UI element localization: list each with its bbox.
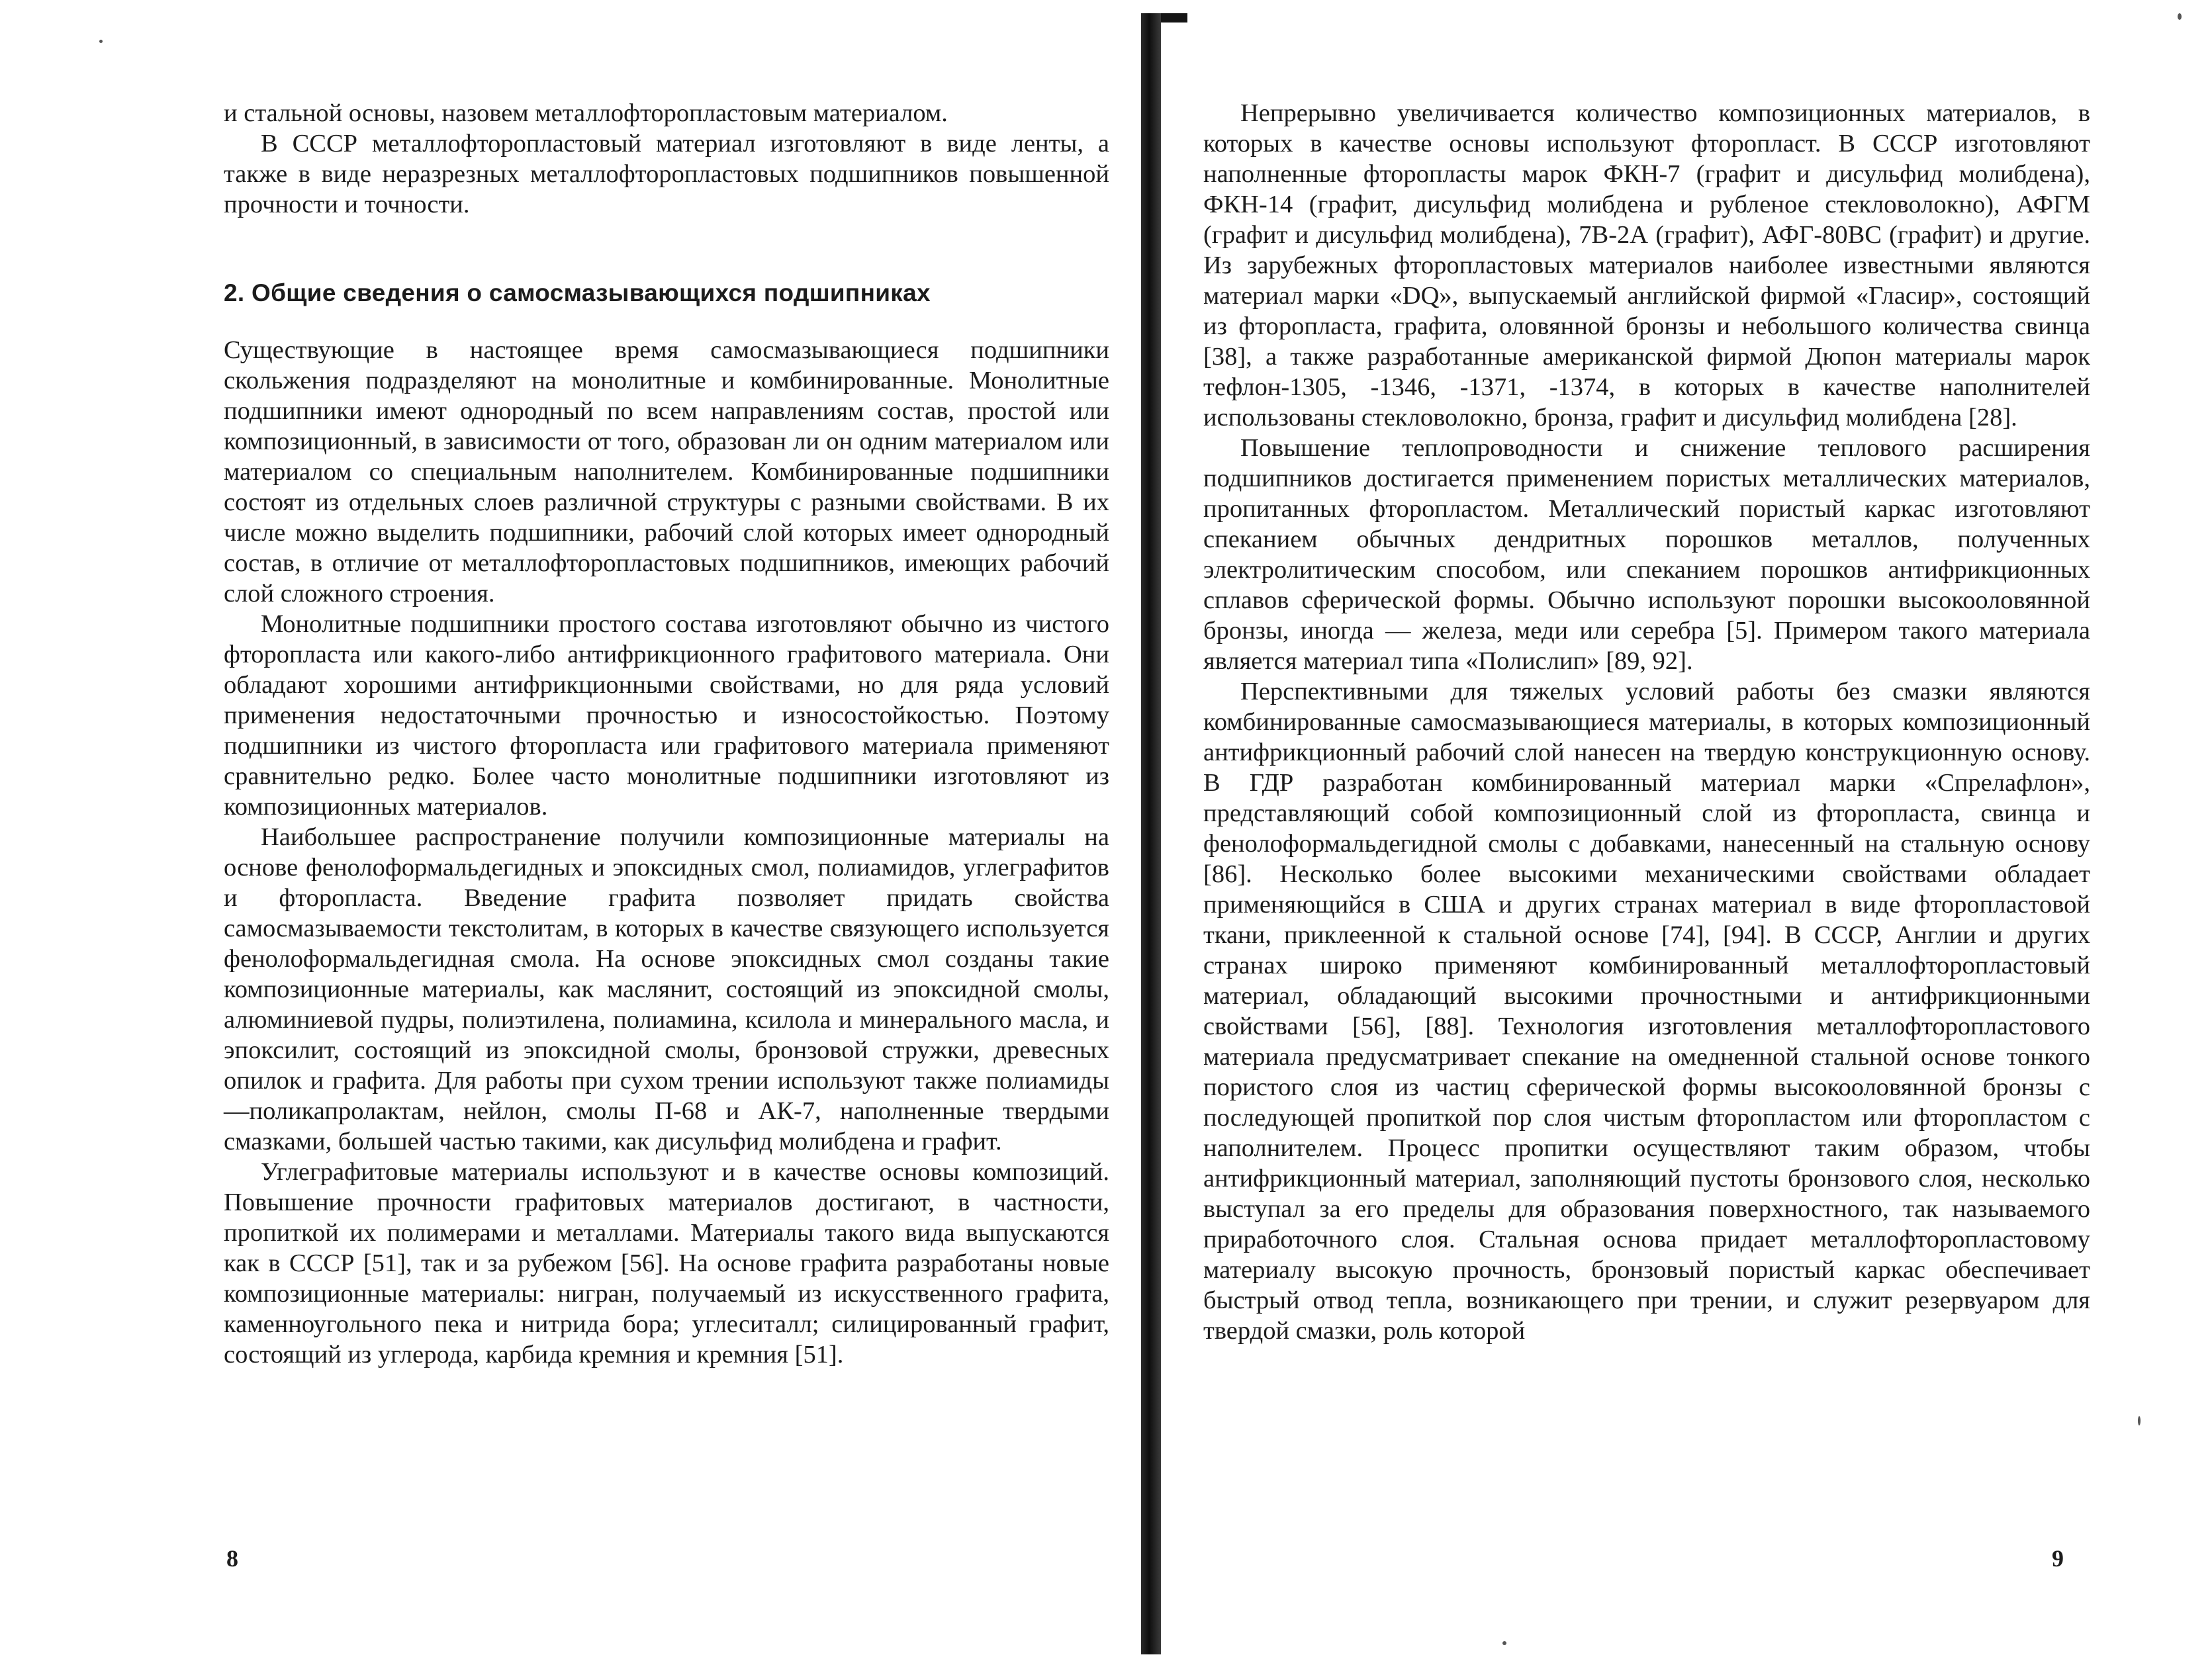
scan-speck <box>1502 1641 1506 1645</box>
right-page <box>1165 0 2212 1663</box>
right-page-text-column <box>1203 98 2090 1346</box>
scan-speck <box>2178 13 2182 20</box>
page-number-left: 8 <box>226 1545 238 1572</box>
left-paragraph-1: и стальной основы, назовем металлофторопластовым материалом. <box>224 99 948 127</box>
left-paragraph-6: Углеграфитовые материалы используют и в качестве основы композиций. Повышение прочности графитовых материалов достигают, в частности, пропиткой их полимерами и металлами. Материалы такого вида выпускаются как в СССР [51], так и за рубежом [56]. На основе графита разработаны новые композиционные материалы: нигран, получаемый из искусственного графита, каменноугольного пека и нитрида бора; углеситалл; силицированный графит, состоящий из углерода, карбида кремния и кремния [51]. <box>224 1158 1109 1369</box>
book-gutter <box>1141 13 1161 1654</box>
left-page-text-column <box>224 98 1109 1370</box>
left-paragraph-3: Существующие в настоящее время самосмазывающиеся подшипники скольжения подразделяют на монолитные и комбинированные. Монолитные подшипники имеют однородный по всем направлениям состав, простой или композиционный, в зависимости от того, образован ли он одним материалом или материалом со специальным наполнителем. Комбинированные подшипники состоят из отдельных слоев различной структуры с разными свойствами. В их числе можно выделить подшипники, рабочий слой которых имеет однородный состав, в отличие от металлофторопластовых подшипников, имеющих рабочий слой сложного строения. <box>224 336 1109 607</box>
scan-speck <box>99 40 103 43</box>
right-paragraph-2: Повышение теплопроводности и снижение теплового расширения подшипников достигается применением пористых металлических материалов, пропитанных фторопластом. Металлический пористый каркас изготовляют спеканием обычных дендритных порошков металлов, полученных электролитическим способом, или спеканием порошков антифрикционных сплавов сферической формы. Обычно используют порошки высокооловянной бронзы, иногда — железа, меди или серебра [5]. Примером такого материала является материал типа «Полислип» [89, 92]. <box>1203 434 2090 675</box>
left-paragraph-2: В СССР металлофторопластовый материал изготовляют в виде ленты, а также в виде неразрезных металлофторопластовых подшипников повышенной прочности и точности. <box>224 130 1109 218</box>
left-paragraph-5: Наибольшее распространение получили композиционные материалы на основе фенолоформальдегидных и эпоксидных смол, полиамидов, углеграфитов и фторопласта. Введение графита позволяет придать свойства самосмазываемости текстолитам, в которых в качестве связующего используется фенолоформальдегидная смола. На основе эпоксидных смол созданы такие композиционные материалы, как маслянит, состоящий из эпоксидной смолы, алюминиевой пудры, полиэтилена, полиамина, ксилола и минерального масла, и эпоксилит, состоящий из эпоксидной смолы, бронзовой стружки, древесных опилок и графита. Для работы при сухом трении используют также полиамиды—поликапролактам, нейлон, смолы П-68 и АК-7, наполненные твердыми смазками, большей частью такими, как дисульфид молибдена и графит. <box>224 823 1109 1155</box>
left-paragraph-4: Монолитные подшипники простого состава изготовляют обычно из чистого фторопласта или какого-либо антифрикционного графитового материала. Они обладают хорошими антифрикционными свойствами, но для ряда условий применения недостаточными прочностью и износостойкостью. Поэтому подшипники из чистого фторопласта или графитового материала применяют сравнительно редко. Более часто монолитные подшипники изготовляют из композиционных материалов. <box>224 610 1109 821</box>
right-paragraph-1: Непрерывно увеличивается количество композиционных материалов, в которых в качестве основы используют фторопласт. В СССР изготовляют наполненные фторопласты марок ФКН-7 (графит и дисульфид молибдена), ФКН-14 (графит, дисульфид молибдена и рубленое стекловолокно), АФГМ (графит и дисульфид молибдена), 7В-2А (графит), АФГ-80ВС (графит) и другие. Из зарубежных фторопластовых материалов наиболее известными являются материал марки «DQ», выпускаемый английской фирмой «Гласир», состоящий из фторопласта, графита, оловянной бронзы и небольшого количества свинца [38], а также разработанные американской фирмой Дюпон материалы марок тефлон-1305, -1346, -1371, -1374, в которых в качестве наполнителей использованы стекловолокно, бронза, графит и дисульфид молибдена [28]. <box>1203 99 2090 431</box>
section-heading: 2. Общие сведения о самосмазывающихся подшипниках <box>224 279 931 306</box>
right-paragraph-3: Перспективными для тяжелых условий работы без смазки являются комбинированные самосмазывающиеся материалы, в которых композиционный антифрикционный рабочий слой нанесен на твердую конструкционную основу. В ГДР разработан комбинированный материал марки «Спрелафлон», представляющий собой композиционный слой из фторопласта, свинца и фенолоформальдегидной смолы с добавками, нанесенный на стальную основу [86]. Несколько более высокими механическими свойствами обладает применяющийся в США и других странах материал в виде фторопластовой ткани, приклеенной к стальной основе [74], [94]. В СССР, Англии и других странах широко применяют комбинированный металлофторопластовый материал, обладающий высокими прочностными и антифрикционными свойствами [56], [88]. Технология изготовления металлофторопластового материала предусматривает спекание на омедненной стальной основе тонкого пористого слоя из частиц сферической формы высокооловянной бронзы с последующей пропиткой пор слоя чистым фторопластом или фторопластом с наполнителем. Процесс пропитки осуществляют таким образом, чтобы антифрикционный материал, заполняющий пустоты бронзового слоя, несколько выступал за его пределы для образования поверхностного, так называемого приработочного слоя. Стальная основа придает металлофторопластовому материалу высокую прочность, бронзовый пористый каркас обеспечивает быстрый отвод тепла, возникающего при трении, и служит резервуаром для твердой смазки, роль которой <box>1203 678 2090 1345</box>
scan-speck <box>2138 1416 2141 1425</box>
page-number-right: 9 <box>2052 1545 2064 1572</box>
